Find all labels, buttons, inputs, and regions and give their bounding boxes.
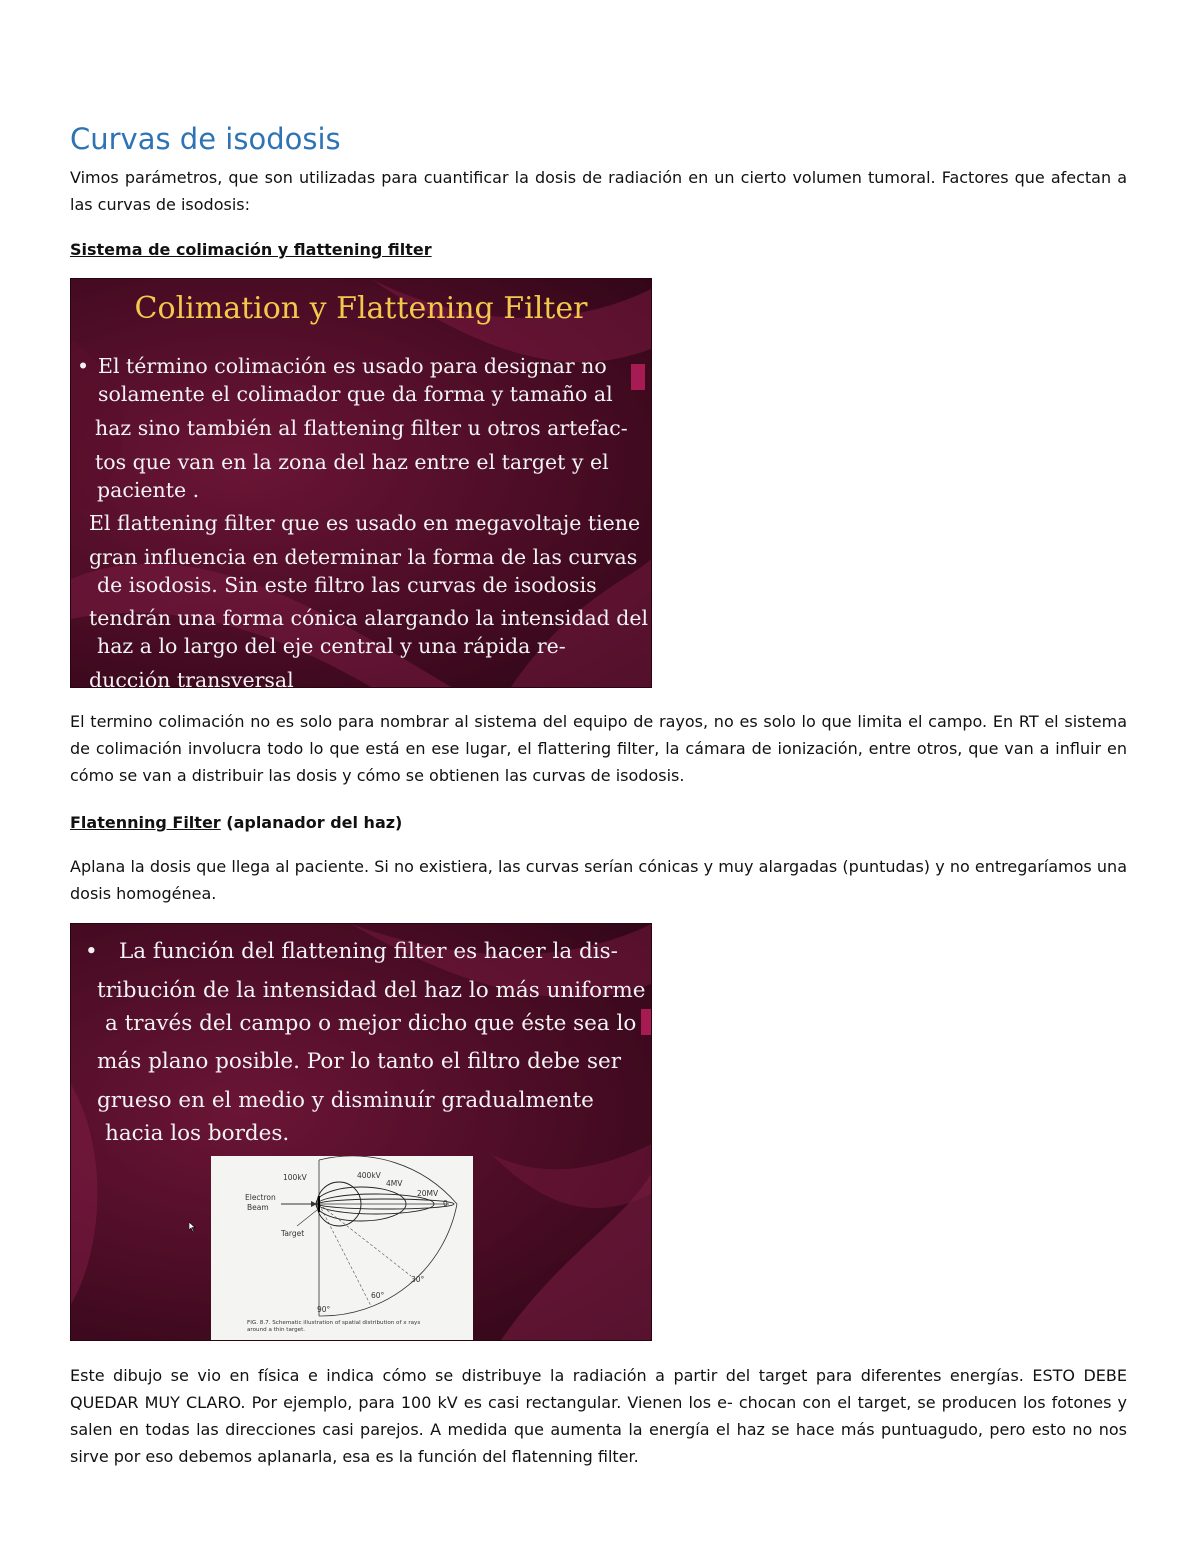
paragraph-colimation: El termino colimación no es solo para nombrar al sistema del equipo de rayos, no es solo lo que limita el campo. En RT el sistema de colimación involucra todo lo que está en ese lugar, el flattering filter, la cámara de ionización, entre otros, que van a influir en cómo se van a distribuir las dosis y cómo se obtienen las curvas de isodosis. [70, 712, 1127, 785]
page-title: Curvas de isodosis [70, 122, 341, 156]
slide-title: Colimation y Flattening Filter [134, 291, 588, 326]
slide-line: El término colimación es usado para designar no [98, 354, 607, 378]
slide-image-colimation [70, 278, 652, 688]
section-heading-flattening-rest: (aplanador del haz) [220, 813, 403, 832]
section-heading-flattening [70, 809, 402, 836]
slide-line: solamente el colimador que da forma y tamaño al [98, 382, 613, 406]
slide-line: a través del campo o mejor dicho que éste sea lo [105, 1011, 637, 1036]
slide-line: haz a lo largo del eje central y una rápida re- [97, 634, 566, 658]
slide-line: ducción transversal [89, 668, 294, 688]
label-target: Target [281, 1229, 305, 1238]
slide-image-flattening [70, 923, 652, 1341]
slide-line: gran influencia en determinar la forma de las curvas [89, 545, 638, 569]
slide-line: paciente . [97, 478, 200, 502]
slide-line: tribución de la intensidad del haz lo más uniforme [97, 978, 646, 1003]
intro-paragraph: Vimos parámetros, que son utilizadas para cuantificar la dosis de radiación en un cierto volumen tumoral. Factores que afectan a las curvas de isodosis: [70, 168, 1127, 214]
slide-bullet: • [85, 939, 98, 964]
slide-line: El flattening filter que es usado en megavoltaje tiene [89, 511, 641, 535]
diagram-drawing [211, 1156, 473, 1340]
slide-bullet: • [77, 354, 90, 378]
figure-caption: FIG. 8.7. Schematic illustration of spatial distribution of x rays [247, 1320, 421, 1326]
label-20mv: 20MV [417, 1189, 439, 1198]
section-heading-flattening-main: Flatenning Filter [70, 813, 221, 832]
slide-line: tendrán una forma cónica alargando la intensidad del [89, 606, 649, 630]
label-electron: Electron [245, 1193, 276, 1202]
slide-line: más plano posible. Por lo tanto el filtro debe ser [97, 1049, 622, 1074]
label-0: 0 [443, 1199, 448, 1208]
slide-line: haz sino también al flattening filter u otros artefac- [95, 416, 628, 440]
label-beam: Beam [247, 1203, 269, 1212]
label-4mv: 4MV [386, 1179, 403, 1188]
label-400kv: 400kV [357, 1171, 381, 1180]
x-ray-distribution-diagram [211, 1156, 473, 1340]
label-100kv: 100kV [283, 1173, 307, 1182]
paragraph-flattening: Aplana la dosis que llega al paciente. Si no existiera, las curvas serían cónicas y muy alargadas (puntudas) y no entregaríamos una dosis homogénea. [70, 857, 1127, 903]
label-60: 60° [371, 1291, 385, 1300]
section-heading-colimation-text: Sistema de colimación y flattening filter [70, 240, 432, 259]
label-90: 90° [317, 1305, 331, 1314]
slide-line: tos que van en la zona del haz entre el target y el [95, 450, 609, 474]
paragraph-diagram-explanation: Este dibujo se vio en física e indica cómo se distribuye la radiación a partir del target para diferentes energías. ESTO DEBE QUEDAR MUY CLARO. Por ejemplo, para 100 kV es casi rectangular. Vienen los e- chocan con el target, se producen los fotones y salen en todas las direcciones casi parejos. A medida que aumenta la energía el haz se hace más puntuagudo, pero esto no nos sirve por eso debemos aplanarla, esa es la función del flatenning filter. [70, 1366, 1127, 1466]
slide-line: hacia los bordes. [105, 1121, 290, 1146]
figure-caption: around a thin target. [247, 1327, 306, 1333]
slide-line: de isodosis. Sin este filtro las curvas de isodosis [97, 573, 597, 597]
slide-line: grueso en el medio y disminuír gradualmente [97, 1088, 594, 1113]
section-heading-colimation [70, 236, 432, 263]
label-30: 30° [411, 1275, 425, 1284]
mouse-cursor-icon [189, 1222, 197, 1232]
slide-line: La función del flattening filter es hacer la dis- [119, 939, 618, 964]
